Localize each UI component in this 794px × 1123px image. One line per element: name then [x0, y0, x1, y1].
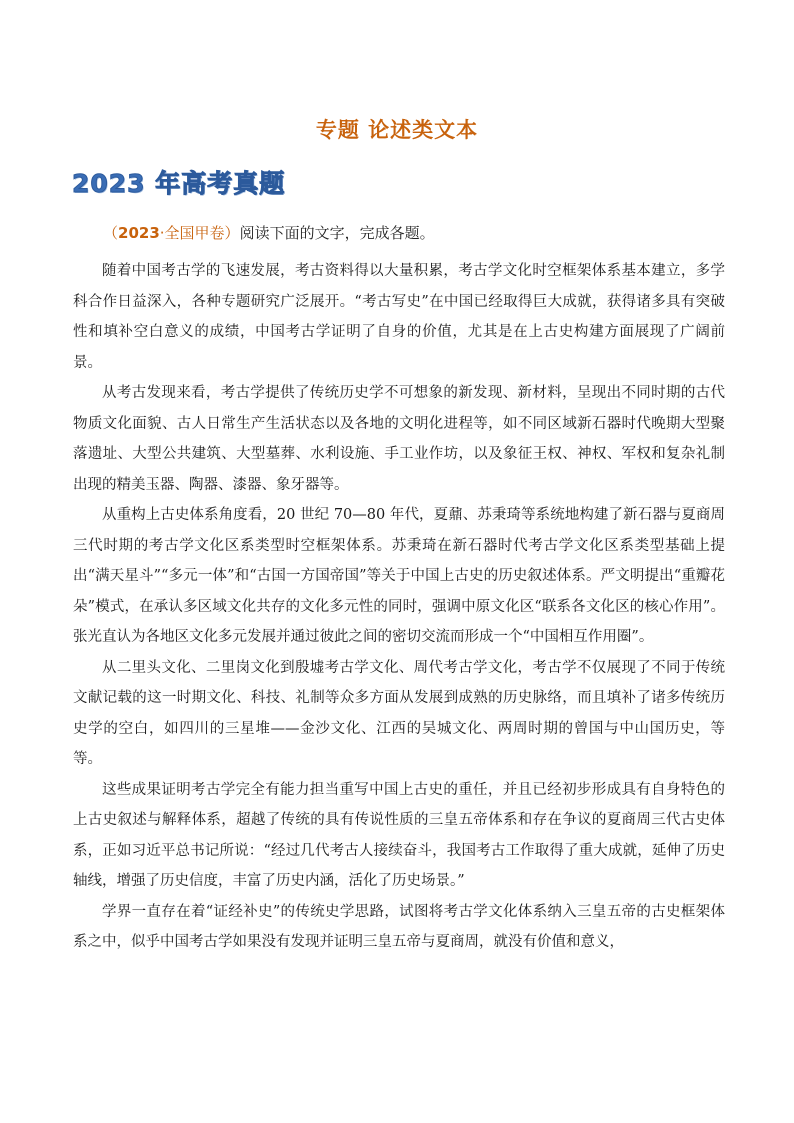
question-prompt	[103, 222, 435, 243]
source-name: ·全国甲卷	[159, 224, 225, 242]
passage-paragraph: 从考古发现来看，考古学提供了传统历史学不可想象的新发现、新材料，呈现出不同时期的古代物质文化面貌、古人日常生产生活状态以及各地的文明化进程等，如不同区域新石器时代晚期大型聚落遗址、大型公共建筑、大型墓葬、水利设施、手工业作坊，以及象征王权、神权、军权和复杂礼制出现的精美玉器、陶器、漆器、象牙器等。	[73, 385, 725, 493]
passage-paragraph: 这些成果证明考古学完全有能力担当重写中国上古史的重任，并且已经初步形成具有自身特色的上古史叙述与解释体系，超越了传统的具有传说性质的三皇五帝体系和存在争议的夏商周三代古史体系，正如习近平总书记所说：“经过几代考古人接续奋斗，我国考古工作取得了重大成就，延伸了历史轴线，增强了历史信度，丰富了历史内涵，活化了历史场景。”	[73, 781, 725, 889]
question-instruction: 阅读下面的文字，完成各题。	[239, 224, 435, 242]
source-year: 2023	[118, 224, 160, 242]
section-heading: 2023 年高考真题	[72, 169, 286, 198]
passage-body	[73, 256, 725, 958]
source-paren-close: ）	[224, 224, 240, 242]
passage-paragraph: 从二里头文化、二里岗文化到殷墟考古学文化、周代考古学文化，考古学不仅展现了不同于传统文献记载的这一时期文化、科技、礼制等众多方面从发展到成熟的历史脉络，而且填补了诸多传统历史学的空白，如四川的三星堆——金沙文化、江西的吴城文化、两周时期的曾国与中山国历史，等等。	[73, 659, 725, 767]
document-title: 专题 论述类文本	[315, 118, 479, 142]
passage-paragraph: 学界一直存在着“证经补史”的传统史学思路，试图将考古学文化体系纳入三皇五帝的古史框架体系之中，似乎中国考古学如果没有发现并证明三皇五帝与夏商周，就没有价值和意义，	[73, 903, 725, 950]
source-paren-open: （	[103, 224, 119, 242]
passage-paragraph: 随着中国考古学的飞速发展，考古资料得以大量积累，考古学文化时空框架体系基本建立，多学科合作日益深入，各种专题研究广泛展开。“考古写史”在中国已经取得巨大成就，获得诸多具有突破性和填补空白意义的成绩，中国考古学证明了自身的价值，尤其是在上古史构建方面展现了广阔前景。	[73, 263, 725, 371]
passage-paragraph: 从重构上古史体系角度看，20 世纪 70—80 年代，夏鼐、苏秉琦等系统地构建了新石器与夏商周三代时期的考古学文化区系类型时空框架体系。苏秉琦在新石器时代考古学文化区系类型基础上提出“满天星斗”“多元一体”和“古国一方国帝国”等关于中国上古史的历史叙述体系。严文明提出“重瓣花朵”模式，在承认多区域文化共存的文化多元性的同时，强调中原文化区“联系各文化区的核心作用”。张光直认为各地区文化多元发展并通过彼此之间的密切交流而形成一个“中国相互作用圈”。	[73, 507, 725, 645]
question-source	[103, 224, 240, 242]
